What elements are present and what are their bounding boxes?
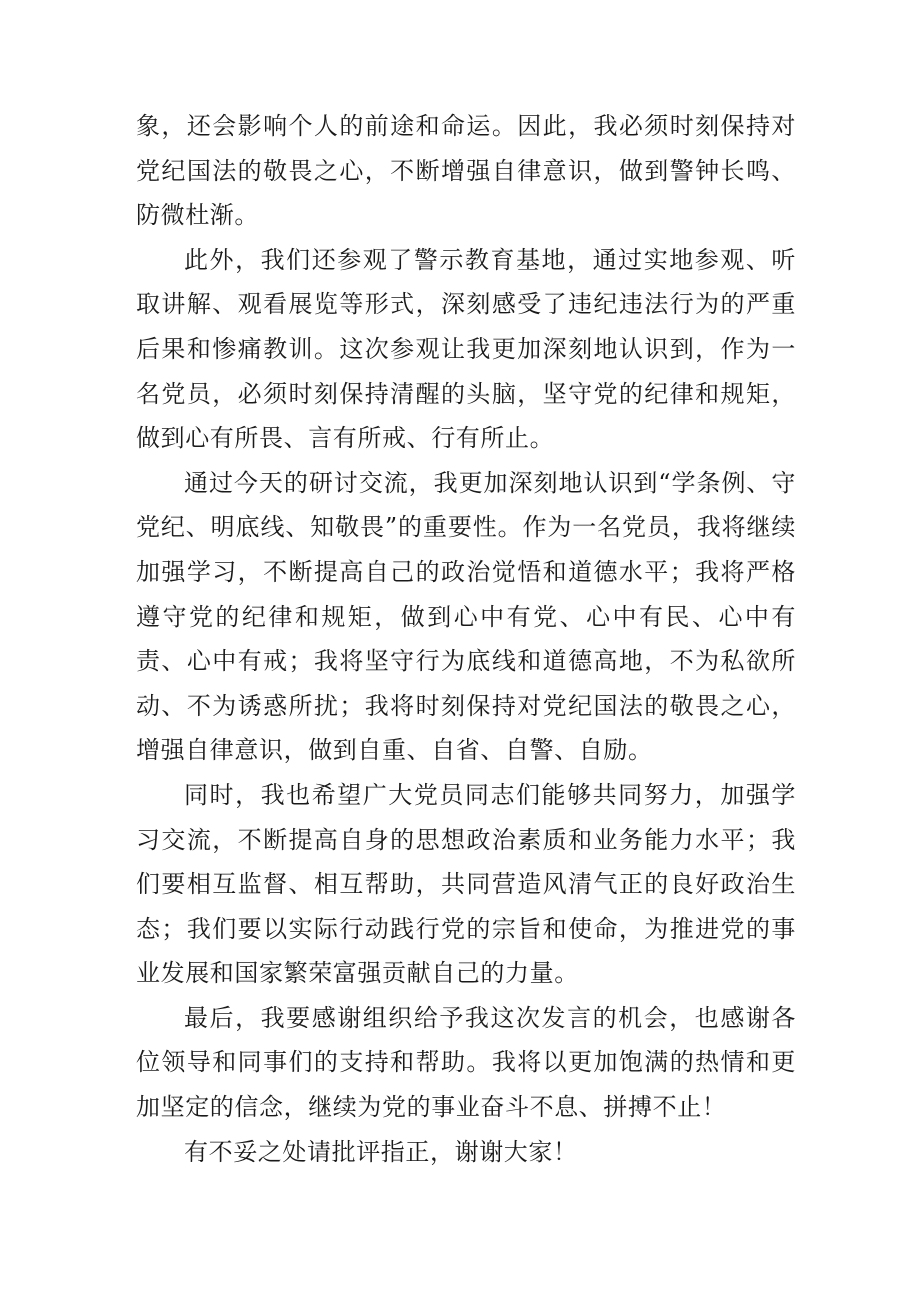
paragraph-warning-base-visit: 此外，我们还参观了警示教育基地，通过实地参观、听取讲解、观看展览等形式，深刻感受了违纪违法行为的严重后果和惨痛教训。这次参观让我更加深刻地认识到，作为一名党员，必须时刻保持清醒的头脑，坚守党的纪律和规矩，做到心有所畏、言有所戒、行有所止。 xyxy=(136,245,796,453)
document-body xyxy=(136,104,796,1174)
paragraph-thanks: 最后，我要感谢组织给予我这次发言的机会，也感谢各位领导和同事们的支持和帮助。我将以更加饱满的热情和更加坚定的信念，继续为党的事业奋斗不息、拼搏不止！ xyxy=(136,1003,796,1122)
paragraph-call-to-members: 同时，我也希望广大党员同志们能够共同努力，加强学习交流，不断提高自身的思想政治素质和业务能力水平；我们要相互监督、相互帮助，共同营造风清气正的良好政治生态；我们要以实际行动践行党的宗旨和使命，为推进党的事业发展和国家繁荣富强贡献自己的力量。 xyxy=(136,780,796,988)
paragraph-continuation: 象，还会影响个人的前途和命运。因此，我必须时刻保持对党纪国法的敬畏之心，不断增强自律意识，做到警钟长鸣、防微杜渐。 xyxy=(136,112,796,230)
paragraph-closing: 有不妥之处请批评指正，谢谢大家！ xyxy=(184,1137,578,1166)
paragraph-seminar-reflection: 通过今天的研讨交流，我更加深刻地认识到“学条例、守党纪、明底线、知敬畏”的重要性。作为一名党员，我将继续加强学习，不断提高自己的政治觉悟和道德水平；我将严格遵守党的纪律和规矩，做到心中有党、心中有民、心中有责、心中有戒；我将坚守行为底线和道德高地，不为私欲所动、不为诱惑所扰；我将时刻保持对党纪国法的敬畏之心，增强自律意识，做到自重、自省、自警、自励。 xyxy=(136,468,796,765)
